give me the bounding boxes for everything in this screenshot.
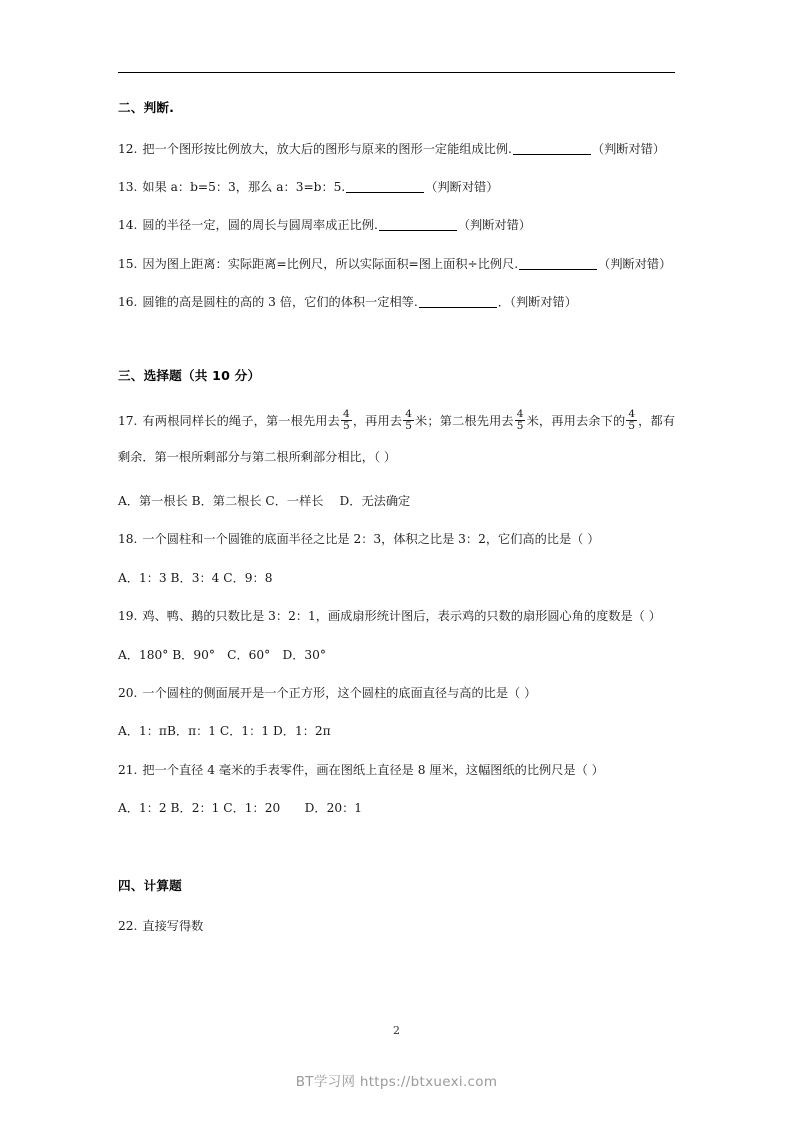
question-14-suffix: （判断对错） bbox=[457, 218, 531, 233]
fraction-numerator: 4 bbox=[628, 407, 635, 420]
question-22-number: 22. bbox=[118, 919, 138, 934]
fraction-denominator: 5 bbox=[342, 420, 350, 433]
question-15-answer-blank[interactable] bbox=[519, 269, 597, 270]
question-14-text: 圆的半径一定，圆的周长与圆周率成正比例. bbox=[142, 218, 378, 233]
question-14-number: 14. bbox=[118, 218, 138, 233]
fraction-denominator: 5 bbox=[628, 420, 635, 433]
site-watermark: BT学习网 https://btxuexi.com bbox=[295, 1074, 498, 1090]
section-heading-three: 三、选择题（共 10 分） bbox=[118, 367, 261, 383]
question-13-number: 13. bbox=[118, 180, 138, 195]
question-16-number: 16. bbox=[118, 295, 138, 310]
question-16-answer-blank[interactable] bbox=[419, 307, 497, 308]
question-13-suffix: （判断对错） bbox=[425, 180, 499, 195]
question-15 bbox=[118, 252, 675, 276]
question-19-options[interactable]: A．180° B．90° C．60° D．30° bbox=[118, 647, 327, 662]
question-18-number: 18. bbox=[118, 532, 138, 547]
question-17-options[interactable]: A．第一根长 B．第二根长 C．一样长 D．无法确定 bbox=[118, 494, 411, 509]
question-17-text-part5: ，都有剩余．第一根所剩部分与第二根所剩部分相比，（ ） bbox=[118, 414, 676, 464]
question-12-suffix: （判断对错） bbox=[591, 141, 666, 156]
question-21-number: 21. bbox=[118, 762, 138, 777]
fraction-numerator: 4 bbox=[405, 407, 412, 420]
fraction-four-fifths-3 bbox=[515, 409, 526, 434]
question-21 bbox=[118, 758, 675, 782]
question-15-number: 15. bbox=[118, 256, 138, 271]
fraction-numerator: 4 bbox=[516, 407, 524, 420]
question-12-text: 把一个图形按比例放大，放大后的图形与原来的图形一定能组成比例. bbox=[142, 141, 512, 156]
question-16 bbox=[118, 290, 675, 314]
question-17-text-part4: 米，再用去余下的 bbox=[526, 414, 626, 429]
question-14-answer-blank[interactable] bbox=[379, 230, 457, 231]
question-16-text: 圆锥的高是圆柱的高的 3 倍，它们的体积一定相等. bbox=[142, 295, 418, 310]
page-number: 2 bbox=[393, 1024, 400, 1037]
question-21-text: 把一个直径 4 毫米的手表零件，画在图纸上直径是 8 厘米，这幅图纸的比例尺是（ ） bbox=[142, 762, 604, 777]
question-12 bbox=[118, 137, 675, 161]
question-17-number: 17. bbox=[118, 414, 138, 429]
question-12-number: 12. bbox=[118, 141, 138, 156]
question-13-text: 如果 a：b=5：3，那么 a：3=b：5. bbox=[142, 180, 346, 195]
header-rule bbox=[118, 72, 675, 73]
question-22-text: 直接写得数 bbox=[142, 919, 204, 934]
question-20-options[interactable]: A．1：πB．π：1 C．1：1 D．1：2π bbox=[118, 724, 331, 739]
question-12-answer-blank[interactable] bbox=[513, 154, 591, 155]
question-19-text: 鸡、鸭、鹅的只数比是 3：2：1，画成扇形统计图后，表示鸡的只数的扇形圆心角的度数是（ ） bbox=[142, 609, 661, 624]
question-13-answer-blank[interactable] bbox=[346, 192, 424, 193]
question-14 bbox=[118, 213, 675, 237]
question-18 bbox=[118, 527, 675, 551]
question-17 bbox=[118, 404, 675, 475]
question-18-options[interactable]: A．1：3 B．3：4 C．9：8 bbox=[118, 570, 273, 585]
fraction-four-fifths-4 bbox=[626, 409, 637, 434]
question-19 bbox=[118, 604, 675, 628]
section-heading-four: 四、计算题 bbox=[118, 877, 182, 893]
fraction-denominator: 5 bbox=[516, 420, 524, 433]
question-18-text: 一个圆柱和一个圆锥的底面半径之比是 2：3，体积之比是 3：2，它们高的比是（ ） bbox=[142, 532, 600, 547]
fraction-denominator: 5 bbox=[405, 420, 412, 433]
fraction-four-fifths-2 bbox=[403, 409, 414, 434]
question-15-suffix: （判断对错） bbox=[598, 256, 672, 271]
fraction-four-fifths-1 bbox=[341, 409, 352, 434]
question-17-text-part2: ，再用去 bbox=[352, 414, 403, 429]
question-17-text-part1: 有两根同样长的绳子，第一根先用去 bbox=[142, 414, 340, 429]
question-13 bbox=[118, 175, 675, 199]
question-17-text-part3: 米；第二根先用去 bbox=[414, 414, 514, 429]
section-heading-two: 二、判断. bbox=[118, 100, 175, 115]
page-content bbox=[118, 72, 675, 953]
question-16-suffix: ．（判断对错） bbox=[497, 295, 577, 310]
question-22 bbox=[118, 914, 675, 938]
question-20-number: 20. bbox=[118, 686, 138, 701]
question-21-options[interactable]: A．1：2 B．2：1 C．1：20 D．20：1 bbox=[118, 801, 363, 816]
question-20 bbox=[118, 681, 675, 705]
fraction-numerator: 4 bbox=[342, 407, 350, 420]
question-20-text: 一个圆柱的侧面展开是一个正方形，这个圆柱的底面直径与高的比是（ ） bbox=[142, 686, 537, 701]
question-15-text: 因为图上距离：实际距离=比例尺，所以实际面积=图上面积÷比例尺. bbox=[142, 256, 519, 271]
question-19-number: 19. bbox=[118, 609, 138, 624]
